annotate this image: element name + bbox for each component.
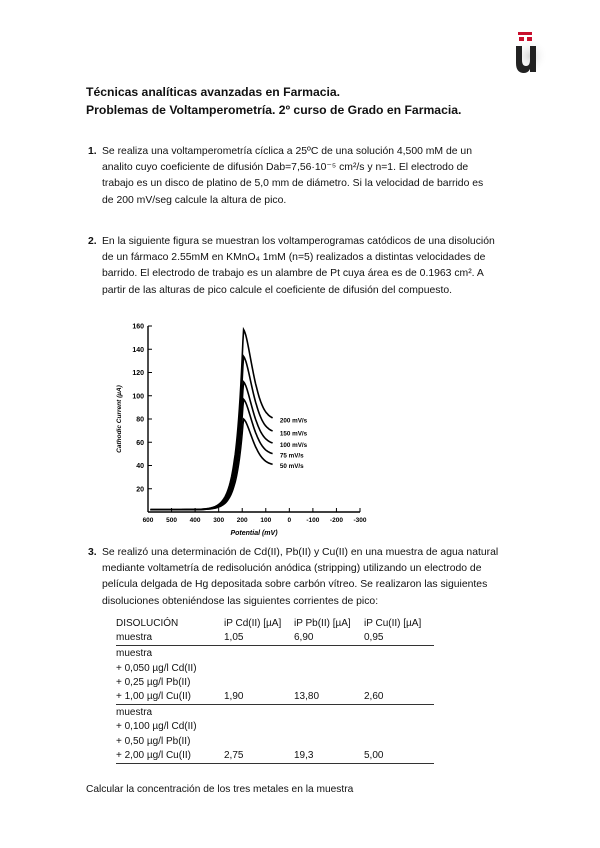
x-tick-label: -200 [329, 517, 343, 524]
logo-dot-right [527, 37, 532, 41]
problem-line: película delgada de Hg depositada sobre carbón vítreo. Se realizaron las siguientes [102, 579, 488, 591]
problem-text [102, 234, 514, 299]
problem-line: Se realiza una voltamperometría cíclica a 25ºC de una solución 4,500 mM de un [102, 146, 472, 157]
series-line [150, 382, 272, 510]
table-cell-value: 1,05 [224, 632, 244, 644]
series-label: 75 mV/s [279, 452, 304, 460]
table-row [116, 646, 434, 705]
peak-current-table [116, 617, 434, 764]
x-tick-label: -300 [353, 517, 367, 524]
table-cell-value: 1,90 [224, 646, 294, 705]
problem-line: partir de las alturas de pico calcule el coeficiente de difusión del compuesto. [102, 284, 453, 296]
series-label: 150 mV/s [279, 430, 308, 438]
y-axis-label: Cathodic Current (µA) [116, 385, 123, 453]
table-cell-value: 0,95 [364, 632, 384, 644]
problem-number: 1. [88, 146, 97, 157]
y-tick-label: 120 [132, 370, 144, 377]
x-tick-label: 200 [236, 517, 248, 524]
problem-line: barrido. El electrodo de trabajo es un alambre de Pt cuya área es de 0.1963 cm². A [102, 268, 484, 280]
logo-dot-left [519, 37, 524, 41]
table-cell-value: 5,00 [364, 705, 434, 764]
document-title [86, 83, 461, 119]
y-tick-label: 160 [132, 323, 144, 331]
x-tick-label: 600 [142, 517, 154, 524]
problem-number: 2. [88, 236, 97, 247]
voltammogram-chart [108, 316, 370, 543]
logo-crown-bar [518, 32, 532, 35]
problem-line: En la siguiente figura se muestran los voltamperogramas catódicos de una disolución [102, 236, 495, 247]
table-cell-value: 2,60 [364, 646, 434, 705]
table-cell-value: 6,90 [294, 632, 314, 644]
series-label: 100 mV/s [279, 442, 308, 450]
y-tick-label: 60 [136, 439, 144, 447]
x-axis-label: Potential (mV) [230, 530, 278, 537]
table-header-cell: iP Cu(II) [µA] 0,95 [364, 617, 434, 646]
voltammogram-svg [108, 316, 370, 538]
table-header-cell: iP Cd(II) [µA] 1,05 [224, 617, 294, 646]
x-tick-label: -100 [306, 517, 320, 524]
table-header-row [116, 617, 434, 646]
problem-number: 3. [88, 547, 97, 558]
x-tick-label: 100 [260, 517, 272, 524]
table-cell-value: 13,80 [294, 646, 364, 705]
title-line-2: Problemas de Voltamperometría. 2º curso de Grado en Farmacia. [86, 103, 462, 117]
problem-text [102, 144, 516, 209]
x-tick-label: 300 [213, 517, 225, 524]
x-tick-label: 400 [189, 517, 201, 524]
y-tick-label: 80 [136, 416, 144, 424]
series-line [150, 419, 272, 510]
problem-line: Se realizó una determinación de Cd(II), Pb(II) y Cu(II) en una muestra de agua natural [102, 547, 499, 558]
problem-line: mediante voltametría de redisolución anódica (stripping) utilizando un electrodo de [102, 563, 482, 575]
y-tick-label: 100 [132, 393, 144, 401]
table-cell-value: 2,75 [224, 705, 294, 764]
y-ticks [132, 324, 152, 494]
university-logo [506, 30, 546, 74]
table-cell-label: muestra + 0,050 µg/l Cd(II) + 0,25 µg/l Pb(II) + 1,00 µg/l Cu(II) [116, 646, 224, 705]
problem-line: de un fármaco 2.55mM en KMnO₄ 1mM (n=5) realizados a distintas velocidades de [102, 252, 486, 264]
series-label: 50 mV/s [279, 463, 304, 470]
closing-instruction: Calcular la concentración de los tres metales en la muestra [86, 784, 354, 795]
problem-line: disoluciones obteniéndose las siguientes corrientes de pico: [102, 595, 379, 607]
x-tick-label: 500 [166, 517, 177, 524]
table-header-cell: iP Pb(II) [µA] 6,90 [294, 617, 364, 646]
problem-text [102, 545, 522, 610]
problem-line: de 200 mV/seg calcule la altura de pico. [102, 194, 287, 206]
y-tick-label: 40 [136, 463, 144, 470]
series-label: 200 mV/s [279, 417, 308, 425]
series-line [150, 330, 272, 510]
title-line-1: Técnicas analíticas avanzadas en Farmacia. [86, 85, 341, 99]
y-tick-label: 20 [136, 486, 144, 494]
table-cell-label: muestra + 0,100 µg/l Cd(II) + 0,50 µg/l Pb(II) + 2,00 µg/l Cu(II) [116, 705, 224, 764]
table-cell-label: muestra [116, 632, 153, 644]
x-tick-label: 0 [287, 517, 292, 524]
problem-line: analito cuyo coeficiente de difusión Dab=7,56·10⁻⁵ cm²/s y n=1. El electrodo de [102, 162, 469, 174]
university-logo-icon [506, 30, 546, 74]
table-header-cell: DISOLUCIÓN muestra [116, 617, 224, 646]
table-row [116, 705, 434, 764]
table-cell-value: 19,3 [294, 705, 364, 764]
y-tick-label: 140 [132, 346, 144, 354]
series-group [150, 330, 307, 510]
problem-line: trabajo es un disco de platino de 5,0 mm de diámetro. Si la velocidad de barrido es [102, 178, 484, 190]
